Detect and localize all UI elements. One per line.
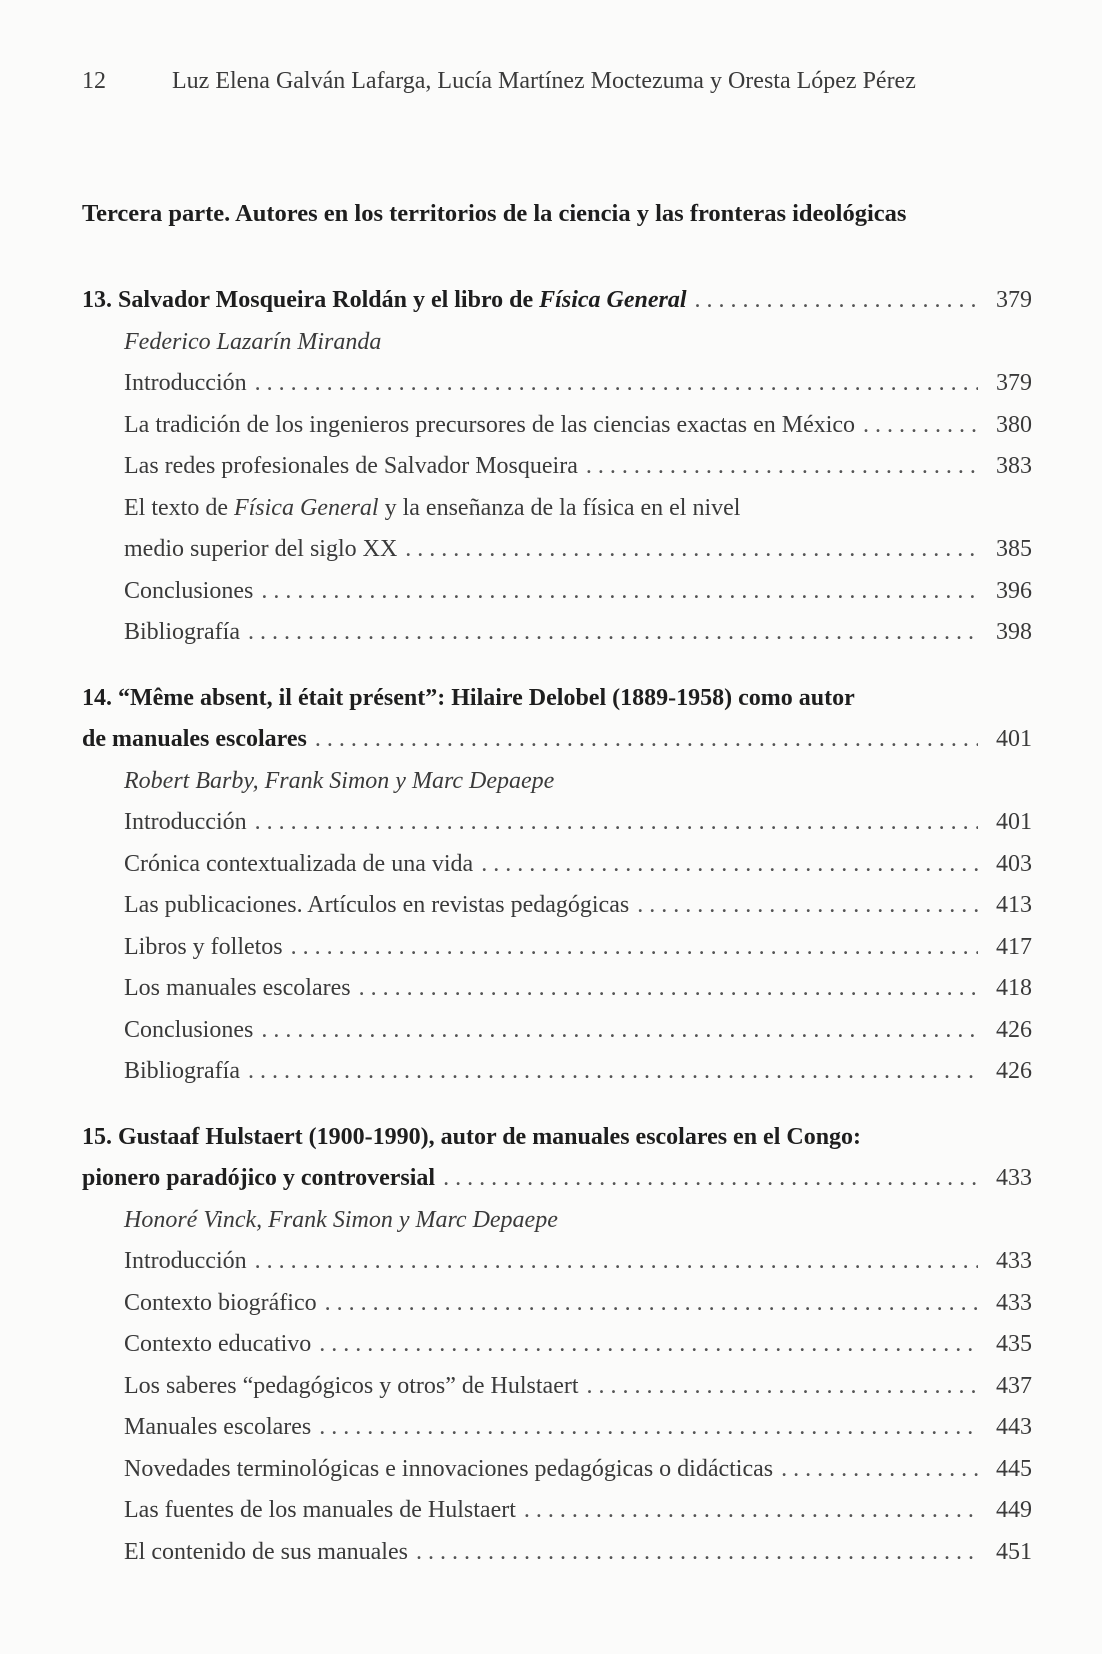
dot-leader bbox=[637, 885, 978, 927]
chapter-title-label: pionero paradójico y controversial bbox=[82, 1165, 436, 1191]
toc-entry-label: Manuales escolares bbox=[124, 1414, 312, 1440]
toc-entry[interactable] bbox=[82, 927, 1032, 969]
toc-page-number: 451 bbox=[996, 1538, 1032, 1565]
toc-entry[interactable] bbox=[82, 1532, 1032, 1574]
toc-entry-label: Las fuentes de los manuales de Hulstaert bbox=[124, 1497, 516, 1523]
toc-page-number: 449 bbox=[996, 1497, 1032, 1523]
toc-entry-label: Introducción bbox=[124, 1248, 247, 1274]
toc-entry[interactable] bbox=[82, 529, 1032, 571]
toc-entry[interactable] bbox=[82, 571, 1032, 613]
dot-leader bbox=[315, 719, 978, 761]
toc-entry-label: Introducción bbox=[124, 370, 247, 396]
dot-leader bbox=[319, 1324, 978, 1366]
dot-leader bbox=[319, 1407, 978, 1449]
table-of-contents bbox=[82, 280, 1032, 1597]
toc-entry-label: Novedades terminológicas e innovaciones pedagógicas o didácticas bbox=[124, 1455, 774, 1482]
toc-chapter bbox=[82, 1117, 1032, 1574]
page-number: 12 bbox=[82, 68, 106, 94]
chapter-author bbox=[82, 1200, 1032, 1242]
toc-entry[interactable] bbox=[82, 1010, 1032, 1052]
toc-entry-label: Las publicaciones. Artículos en revistas pedagógicas bbox=[124, 892, 630, 918]
toc-entry[interactable] bbox=[82, 802, 1032, 844]
toc-entry[interactable] bbox=[82, 612, 1032, 654]
toc-entry[interactable] bbox=[82, 405, 1032, 447]
toc-entry bbox=[82, 488, 944, 530]
chapter-title bbox=[82, 1117, 902, 1159]
dot-leader bbox=[587, 1366, 978, 1408]
toc-page-number: 379 bbox=[996, 287, 1032, 313]
toc-entry-label: Los manuales escolares bbox=[124, 975, 351, 1001]
toc-page-number: 443 bbox=[996, 1414, 1032, 1440]
toc-page-number: 396 bbox=[996, 577, 1032, 604]
toc-page-number: 403 bbox=[996, 850, 1032, 877]
toc-page-number: 435 bbox=[996, 1331, 1032, 1357]
toc-chapter bbox=[82, 280, 1032, 654]
toc-page-number: 383 bbox=[996, 453, 1032, 479]
toc-page-number: 426 bbox=[996, 1016, 1032, 1043]
chapter-title-label: de manuales escolares bbox=[82, 726, 307, 752]
dot-leader bbox=[255, 802, 978, 844]
toc-entry-label: Crónica contextualizada de una vida bbox=[124, 850, 474, 877]
dot-leader bbox=[248, 612, 978, 654]
dot-leader bbox=[359, 968, 978, 1010]
toc-entry[interactable] bbox=[82, 446, 1032, 488]
toc-page-number: 445 bbox=[996, 1455, 1032, 1482]
toc-entry-label: Contexto educativo bbox=[124, 1331, 312, 1357]
toc-entry[interactable] bbox=[82, 1283, 1032, 1325]
toc-chapter bbox=[82, 678, 1032, 1093]
toc-entry[interactable] bbox=[82, 844, 1032, 886]
chapter-title bbox=[82, 678, 902, 720]
toc-page-number: 426 bbox=[996, 1058, 1032, 1084]
toc-entry[interactable] bbox=[82, 1366, 1032, 1408]
toc-page-number: 401 bbox=[996, 726, 1032, 752]
toc-entry[interactable] bbox=[82, 1490, 1032, 1532]
toc-entry-label: Conclusiones bbox=[124, 1016, 254, 1043]
dot-leader bbox=[443, 1158, 978, 1200]
toc-entry-label: Los saberes “pedagógicos y otros” de Hulstaert bbox=[124, 1372, 579, 1399]
chapter-title-label: 15. Gustaaf Hulstaert (1900-1990), autor de manuales escolares en el Congo: bbox=[82, 1123, 862, 1150]
toc-entry[interactable] bbox=[82, 1051, 1032, 1093]
toc-entry[interactable] bbox=[82, 1449, 1032, 1491]
toc-page-number: 433 bbox=[996, 1248, 1032, 1274]
toc-entry-label: Las redes profesionales de Salvador Mosqueira bbox=[124, 453, 578, 479]
toc-entry[interactable] bbox=[82, 1407, 1032, 1449]
dot-leader bbox=[325, 1283, 978, 1325]
toc-entry[interactable] bbox=[82, 363, 1032, 405]
dot-leader bbox=[586, 446, 978, 488]
dot-leader bbox=[416, 1532, 978, 1574]
part-title: Tercera parte. Autores en los territorios de la ciencia y las fronteras ideológicas bbox=[82, 200, 907, 227]
toc-page-number: 413 bbox=[996, 892, 1032, 918]
toc-entry-label: Bibliografía bbox=[124, 1058, 240, 1084]
chapter-author bbox=[82, 761, 1032, 803]
dot-leader bbox=[781, 1449, 978, 1491]
dot-leader bbox=[261, 1010, 978, 1052]
chapter-title[interactable] bbox=[82, 1158, 1032, 1200]
toc-page-number: 379 bbox=[996, 370, 1032, 396]
toc-entry[interactable] bbox=[82, 1324, 1032, 1366]
toc-entry-label: Conclusiones bbox=[124, 577, 254, 604]
toc-entry[interactable] bbox=[82, 885, 1032, 927]
toc-entry-label: El contenido de sus manuales bbox=[124, 1538, 408, 1565]
toc-entry[interactable] bbox=[82, 968, 1032, 1010]
dot-leader bbox=[291, 927, 978, 969]
toc-entry-label: Bibliografía bbox=[124, 619, 240, 645]
toc-entry-label: medio superior del siglo XX bbox=[124, 536, 398, 562]
running-head-authors: Luz Elena Galván Lafarga, Lucía Martínez Moctezuma y Oresta López Pérez bbox=[172, 68, 916, 94]
running-head bbox=[82, 68, 1020, 95]
toc-entry-label: Contexto biográfico bbox=[124, 1289, 317, 1316]
toc-entry-label: Introducción bbox=[124, 809, 247, 835]
chapter-author bbox=[82, 322, 1032, 364]
dot-leader bbox=[695, 280, 979, 322]
chapter-title-label: 13. Salvador Mosqueira Roldán y el libro de Física General bbox=[82, 287, 687, 313]
chapter-author-label: Honoré Vinck, Frank Simon y Marc Depaepe bbox=[124, 1206, 558, 1233]
toc-page-number: 398 bbox=[996, 619, 1032, 645]
toc-page-number: 380 bbox=[996, 411, 1032, 438]
toc-page-number: 417 bbox=[996, 933, 1032, 960]
toc-page-number: 385 bbox=[996, 536, 1032, 562]
toc-entry[interactable] bbox=[82, 1241, 1032, 1283]
toc-page-number: 433 bbox=[996, 1165, 1032, 1191]
toc-entry-label: Libros y folletos bbox=[124, 933, 283, 960]
dot-leader bbox=[405, 529, 978, 571]
toc-page-number: 418 bbox=[996, 975, 1032, 1001]
dot-leader bbox=[261, 571, 978, 613]
dot-leader bbox=[863, 405, 978, 447]
chapter-title-label: 14. “Même absent, il était présent”: Hilaire Delobel (1889-1958) como autor bbox=[82, 684, 855, 711]
toc-page-number: 401 bbox=[996, 809, 1032, 835]
chapter-author-label: Robert Barby, Frank Simon y Marc Depaepe bbox=[124, 767, 555, 794]
toc-entry-label: El texto de Física General y la enseñanza de la física en el nivel bbox=[124, 494, 741, 521]
toc-page-number: 433 bbox=[996, 1289, 1032, 1316]
dot-leader bbox=[255, 1241, 978, 1283]
dot-leader bbox=[481, 844, 978, 886]
toc-entry-label: La tradición de los ingenieros precursores de las ciencias exactas en México bbox=[124, 411, 856, 438]
chapter-author-label: Federico Lazarín Miranda bbox=[124, 328, 382, 355]
toc-page-number: 437 bbox=[996, 1372, 1032, 1399]
dot-leader bbox=[255, 363, 978, 405]
dot-leader bbox=[524, 1490, 978, 1532]
chapter-title[interactable] bbox=[82, 719, 1032, 761]
dot-leader bbox=[248, 1051, 978, 1093]
chapter-title[interactable] bbox=[82, 280, 1032, 322]
